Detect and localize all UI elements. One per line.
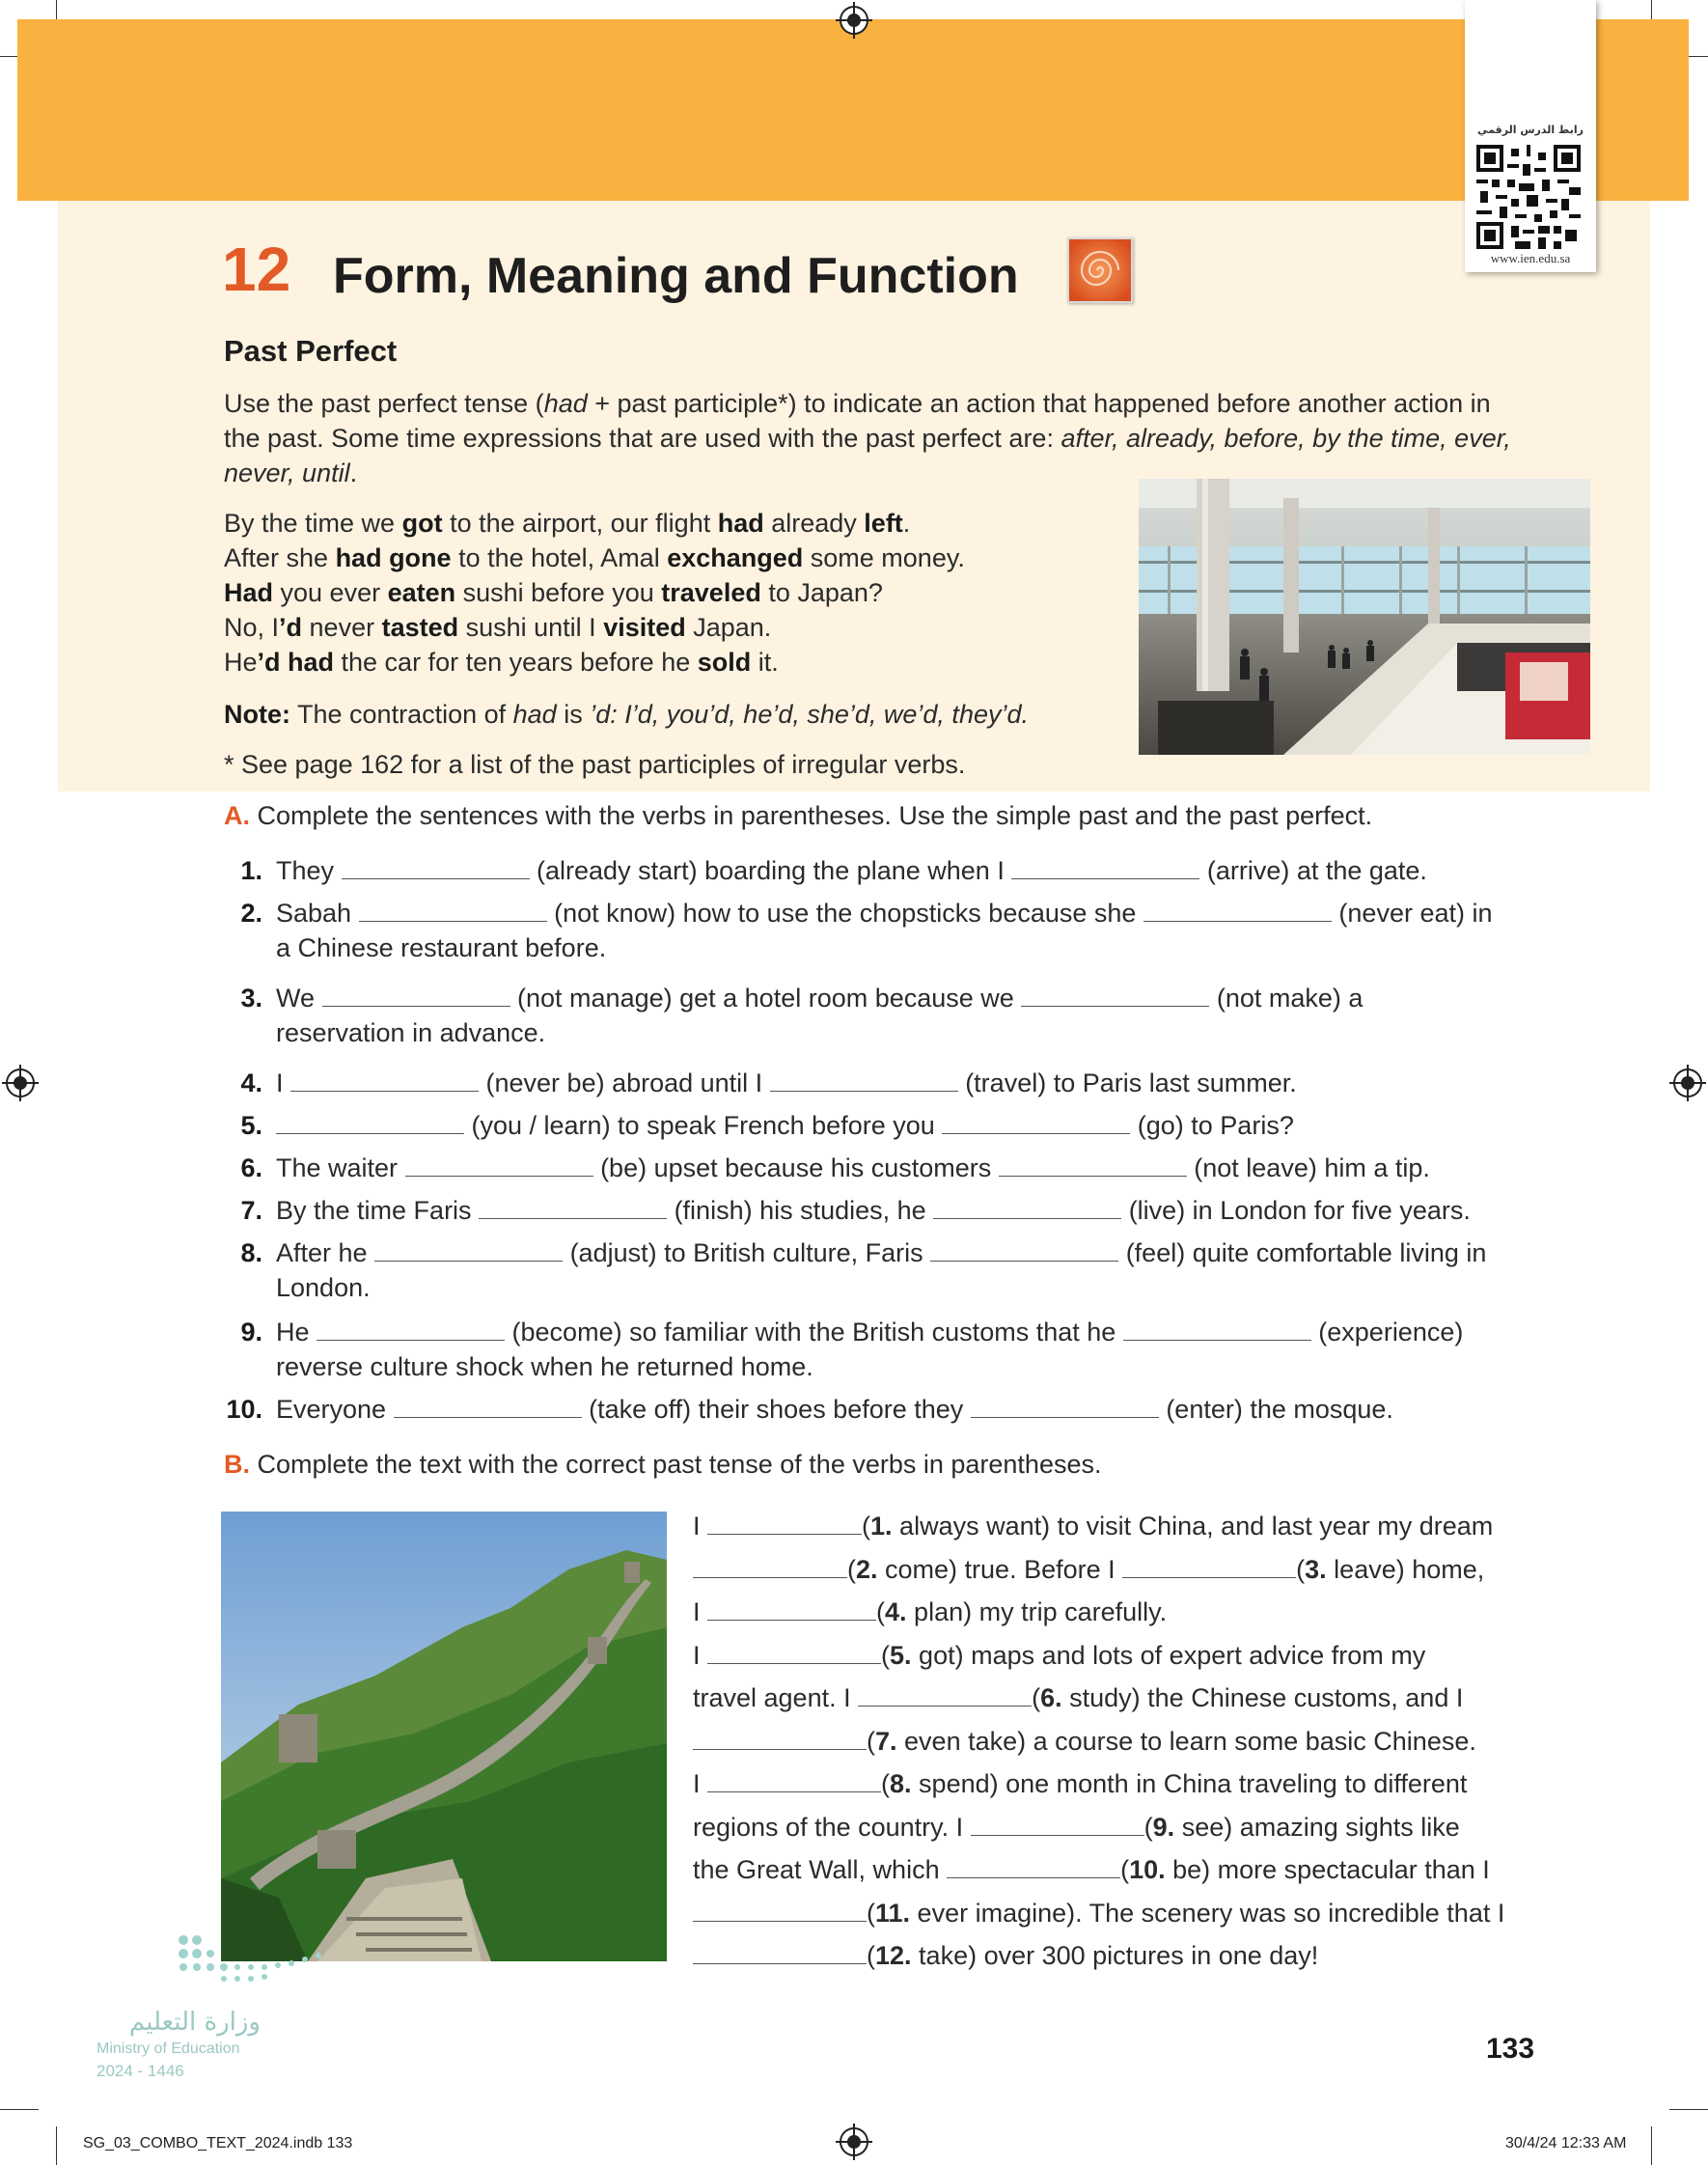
item-text: (experience) xyxy=(1310,1318,1464,1346)
intro-text: Use the past perfect tense ( xyxy=(224,389,544,418)
intro-paragraph xyxy=(224,386,1594,490)
target-verb: had gone xyxy=(335,543,452,572)
blank-number: 7. xyxy=(875,1726,897,1756)
passage-text: ( xyxy=(1032,1683,1041,1712)
item-line xyxy=(276,1015,1579,1050)
blank-number: 10. xyxy=(1129,1855,1166,1884)
passage-text: see) amazing sights like xyxy=(1174,1812,1460,1842)
item-text: (become) so familiar with the British customs that he xyxy=(505,1318,1123,1346)
answer-blank[interactable] xyxy=(933,1197,1121,1219)
item-text: reverse culture shock when he returned home. xyxy=(276,1352,813,1381)
intro-text: + past participle*) to indicate an action that happened before another action in xyxy=(587,389,1491,418)
answer-blank[interactable] xyxy=(359,900,547,922)
answer-blank[interactable] xyxy=(290,1069,479,1092)
blank-number: 9. xyxy=(1152,1812,1175,1842)
target-verb: tasted xyxy=(381,613,459,642)
answer-blank[interactable] xyxy=(276,1112,464,1134)
exercise-b-line xyxy=(693,1941,1318,1971)
example-sentence xyxy=(224,575,1092,610)
example-text: He xyxy=(224,648,258,677)
crop-mark xyxy=(1669,2109,1708,2110)
crop-mark xyxy=(1651,2126,1652,2165)
example-sentence xyxy=(224,645,1092,680)
note-label: Note: xyxy=(224,700,290,729)
passage-text: I xyxy=(693,1640,708,1670)
target-verb: Had xyxy=(224,578,274,607)
example-sentence xyxy=(224,610,1092,645)
item-number: 3. xyxy=(240,984,262,1013)
item-line xyxy=(276,1235,1579,1270)
passage-text: ( xyxy=(867,1726,875,1756)
time-expressions: after, already, before, by the time, ever, xyxy=(1061,424,1511,453)
item-text: (feel) quite comfortable living in xyxy=(1118,1238,1487,1267)
ministry-year: 2024 - 1446 xyxy=(96,2062,184,2080)
registration-mark-icon xyxy=(6,1069,35,1097)
header-band xyxy=(17,19,1689,201)
note-forms: ’d: I’d, you’d, he’d, she’d, we’d, they’d. xyxy=(590,700,1029,729)
item-number: 1. xyxy=(240,856,262,885)
footer-date: 30/4/24 12:33 AM xyxy=(1505,2135,1627,2151)
target-verb: had xyxy=(717,509,764,538)
passage-text: ever imagine). The scenery was so incredible that I xyxy=(910,1898,1505,1928)
item-text: (not manage) get a hotel room because we xyxy=(510,984,1022,1013)
great-wall-photo xyxy=(221,1512,667,1961)
exercise-b-label: B. xyxy=(224,1450,250,1479)
item-line xyxy=(276,1392,1579,1427)
answer-blank[interactable] xyxy=(322,985,510,1007)
passage-text: ( xyxy=(862,1512,871,1540)
item-text: (enter) the mosque. xyxy=(1158,1395,1393,1424)
intro-text: the past. Some time expressions that are used with the past perfect are: xyxy=(224,424,1061,453)
item-text: (arrive) at the gate. xyxy=(1199,856,1427,885)
item-line xyxy=(276,1270,1579,1305)
answer-blank[interactable] xyxy=(693,1900,867,1922)
passage-text: study) the Chinese customs, and I xyxy=(1061,1683,1464,1712)
qr-code-icon[interactable] xyxy=(1476,145,1581,249)
target-verb: got xyxy=(401,509,443,538)
item-line xyxy=(276,1108,1579,1143)
exercise-b-line xyxy=(693,1555,1484,1585)
qr-url[interactable]: www.ien.edu.sa xyxy=(1490,251,1571,265)
unit-number: 12 xyxy=(222,235,291,304)
item-line xyxy=(276,853,1579,888)
target-verb: ’d xyxy=(279,613,303,642)
registration-mark-icon xyxy=(1673,1069,1702,1097)
item-text: They xyxy=(276,856,342,885)
qr-card[interactable] xyxy=(1465,0,1596,272)
intro-had: had xyxy=(543,389,588,418)
item-number: 6. xyxy=(240,1153,262,1182)
item-line xyxy=(276,1066,1579,1100)
registration-mark-icon xyxy=(840,6,868,35)
registration-mark-icon xyxy=(840,2127,868,2156)
example-text: the car for ten years before he xyxy=(334,648,698,677)
example-text: never xyxy=(302,613,382,642)
ministry-english: Ministry of Education xyxy=(96,2040,240,2057)
note xyxy=(224,697,1112,732)
qr-caption: رابط الدرس الرقمي xyxy=(1477,124,1584,136)
target-verb: traveled xyxy=(661,578,761,607)
passage-text: take) over 300 pictures in one day! xyxy=(911,1941,1319,1970)
item-text: (adjust) to British culture, Faris xyxy=(563,1238,931,1267)
exercise-b-line xyxy=(693,1683,1463,1713)
example-text: already xyxy=(763,509,865,538)
note-text: The contraction of xyxy=(290,700,513,729)
item-text: (take off) their shoes before they xyxy=(581,1395,971,1424)
note-text: is xyxy=(556,700,591,729)
item-number: 8. xyxy=(240,1238,262,1267)
answer-blank[interactable] xyxy=(971,1396,1159,1418)
exercise-b-line xyxy=(693,1512,1493,1541)
footnote: * See page 162 for a list of the past participles of irregular verbs. xyxy=(224,750,966,779)
footer-file: SG_03_COMBO_TEXT_2024.indb 133 xyxy=(83,2135,353,2151)
exercise-b-line xyxy=(693,1641,1425,1671)
item-text: We xyxy=(276,984,322,1013)
item-text: (you / learn) to speak French before you xyxy=(464,1111,943,1140)
note-text: had xyxy=(512,700,557,729)
item-line xyxy=(276,1193,1579,1228)
answer-blank[interactable] xyxy=(947,1856,1120,1878)
passage-text: even take) a course to learn some basic Chinese. xyxy=(896,1726,1476,1756)
item-text: (never be) abroad until I xyxy=(479,1069,770,1097)
item-number: 10. xyxy=(226,1395,262,1424)
example-text: sushi until I xyxy=(458,613,604,642)
item-text: (not make) a xyxy=(1209,984,1364,1013)
answer-blank[interactable] xyxy=(999,1154,1187,1177)
blank-number: 3. xyxy=(1305,1554,1327,1584)
item-number: 5. xyxy=(240,1111,262,1140)
blank-number: 8. xyxy=(890,1769,912,1798)
example-text: to the airport, our flight xyxy=(442,509,718,538)
item-text: a Chinese restaurant before. xyxy=(276,933,607,962)
passage-text: regions of the country. I xyxy=(693,1812,971,1842)
answer-blank[interactable] xyxy=(1122,1556,1296,1578)
exercise-a-instruction xyxy=(224,801,1372,831)
passage-text: got) maps and lots of expert advice from my xyxy=(911,1640,1426,1670)
passage-text: be) more spectacular than I xyxy=(1165,1855,1490,1884)
example-text: By the time we xyxy=(224,509,402,538)
passage-text: ( xyxy=(867,1941,875,1970)
answer-blank[interactable] xyxy=(405,1154,593,1177)
passage-text: I xyxy=(693,1512,708,1540)
answer-blank[interactable] xyxy=(394,1396,582,1418)
passage-text: come) true. Before I xyxy=(877,1554,1123,1584)
answer-blank[interactable] xyxy=(1011,857,1199,879)
answer-blank[interactable] xyxy=(930,1239,1118,1262)
item-text: London. xyxy=(276,1273,371,1302)
example-text: to the hotel, Amal xyxy=(451,543,668,572)
passage-text: ( xyxy=(1296,1554,1306,1584)
example-text: After she xyxy=(224,543,336,572)
intro-text: . xyxy=(349,458,358,487)
item-text: (already start) boarding the plane when I xyxy=(529,856,1012,885)
item-number: 4. xyxy=(240,1069,262,1097)
example-text: it. xyxy=(751,648,779,677)
exercise-b-instruction xyxy=(224,1450,1101,1480)
crop-mark xyxy=(0,2109,39,2110)
ministry-arabic: وزارة التعليم xyxy=(128,2008,261,2037)
example-text: . xyxy=(902,509,911,538)
passage-text: ( xyxy=(867,1898,875,1928)
blank-number: 5. xyxy=(890,1640,912,1670)
exercise-b-line xyxy=(693,1769,1467,1799)
blank-number: 2. xyxy=(856,1554,878,1584)
exercise-b-line xyxy=(693,1899,1504,1929)
instruction-text: Complete the text with the correct past tense of the verbs in parentheses. xyxy=(257,1450,1102,1479)
blank-number: 6. xyxy=(1040,1683,1062,1712)
passage-text: always want) to visit China, and last year my dream xyxy=(892,1512,1494,1540)
item-text: (never eat) in xyxy=(1331,899,1493,928)
item-number: 2. xyxy=(240,899,262,928)
example-text: sushi before you xyxy=(455,578,662,607)
passage-text: ( xyxy=(881,1769,891,1798)
example-sentence xyxy=(224,506,1092,541)
dots-icon xyxy=(174,1930,347,1988)
item-text: Everyone xyxy=(276,1395,394,1424)
example-sentence xyxy=(224,541,1092,575)
item-text: Sabah xyxy=(276,899,359,928)
item-text: The waiter xyxy=(276,1153,405,1182)
item-line xyxy=(276,1349,1579,1384)
item-line xyxy=(276,981,1579,1015)
item-text: reservation in advance. xyxy=(276,1018,546,1047)
exercise-b-line xyxy=(693,1855,1490,1885)
item-text: (finish) his studies, he xyxy=(667,1196,934,1225)
target-verb: sold xyxy=(697,648,752,677)
target-verb: exchanged xyxy=(667,543,804,572)
item-text: (live) in London for five years. xyxy=(1121,1196,1471,1225)
example-sentences xyxy=(224,506,1092,680)
answer-blank[interactable] xyxy=(693,1728,867,1750)
passage-text: ( xyxy=(876,1597,886,1626)
target-verb: left xyxy=(864,509,903,538)
item-text: (go) to Paris? xyxy=(1130,1111,1294,1140)
passage-text: ( xyxy=(847,1554,856,1584)
answer-blank[interactable] xyxy=(707,1598,876,1621)
airport-photo xyxy=(1139,479,1590,755)
target-verb: ’d had xyxy=(257,648,335,677)
item-text: He xyxy=(276,1318,317,1346)
passage-text: I xyxy=(693,1769,708,1798)
exercise-b-line xyxy=(693,1813,1460,1843)
answer-blank[interactable] xyxy=(1143,900,1332,922)
target-verb: visited xyxy=(603,613,686,642)
unit-title: Form, Meaning and Function xyxy=(333,248,1019,304)
answer-blank[interactable] xyxy=(858,1684,1032,1707)
crop-mark xyxy=(56,2126,57,2165)
passage-text: the Great Wall, which xyxy=(693,1855,948,1884)
answer-blank[interactable] xyxy=(770,1069,958,1092)
passage-text: ( xyxy=(881,1640,891,1670)
item-text: (be) upset because his customers xyxy=(592,1153,999,1182)
spiral-icon[interactable] xyxy=(1067,237,1133,303)
answer-blank[interactable] xyxy=(707,1642,881,1664)
answer-blank[interactable] xyxy=(1021,985,1209,1007)
answer-blank[interactable] xyxy=(374,1239,563,1262)
example-text: No, I xyxy=(224,613,280,642)
blank-number: 1. xyxy=(870,1512,893,1540)
item-text: (not leave) him a tip. xyxy=(1186,1153,1430,1182)
example-text: some money. xyxy=(803,543,965,572)
item-number: 7. xyxy=(240,1196,262,1225)
section-heading: Past Perfect xyxy=(224,334,398,368)
answer-blank[interactable] xyxy=(693,1556,847,1578)
answer-blank[interactable] xyxy=(342,857,530,879)
item-line xyxy=(276,930,1579,965)
answer-blank[interactable] xyxy=(707,1513,862,1535)
item-text: (travel) to Paris last summer. xyxy=(957,1069,1297,1097)
passage-text: travel agent. I xyxy=(693,1683,859,1712)
passage-text: ( xyxy=(1143,1812,1153,1842)
answer-blank[interactable] xyxy=(479,1197,667,1219)
item-number: 9. xyxy=(240,1318,262,1346)
item-line xyxy=(276,1151,1579,1185)
time-expressions: never, until xyxy=(224,458,350,487)
example-text: you ever xyxy=(273,578,388,607)
item-line xyxy=(276,896,1579,930)
example-text: to Japan? xyxy=(760,578,883,607)
answer-blank[interactable] xyxy=(707,1770,881,1792)
passage-text: I xyxy=(693,1597,708,1626)
item-text: (not know) how to use the chopsticks because she xyxy=(546,899,1143,928)
blank-number: 4. xyxy=(885,1597,907,1626)
item-line xyxy=(276,1315,1579,1349)
passage-text: leave) home, xyxy=(1326,1554,1485,1584)
item-text: I xyxy=(276,1069,291,1097)
item-text: After he xyxy=(276,1238,375,1267)
blank-number: 11. xyxy=(875,1898,911,1928)
passage-text: ( xyxy=(1120,1855,1130,1884)
answer-blank[interactable] xyxy=(1123,1318,1311,1341)
exercise-b-line xyxy=(693,1727,1476,1757)
example-text: Japan. xyxy=(685,613,772,642)
answer-blank[interactable] xyxy=(317,1318,505,1341)
exercise-b-line xyxy=(693,1597,1167,1627)
answer-blank[interactable] xyxy=(693,1942,867,1964)
blank-number: 12. xyxy=(875,1941,912,1970)
target-verb: eaten xyxy=(387,578,456,607)
passage-text: spend) one month in China traveling to different xyxy=(911,1769,1468,1798)
page-number: 133 xyxy=(1486,2033,1535,2065)
instruction-text: Complete the sentences with the verbs in parentheses. Use the simple past and the past perfect. xyxy=(257,801,1373,830)
passage-text: plan) my trip carefully. xyxy=(906,1597,1168,1626)
answer-blank[interactable] xyxy=(942,1112,1130,1134)
answer-blank[interactable] xyxy=(971,1814,1144,1836)
item-text: By the time Faris xyxy=(276,1196,480,1225)
exercise-a-label: A. xyxy=(224,801,250,830)
